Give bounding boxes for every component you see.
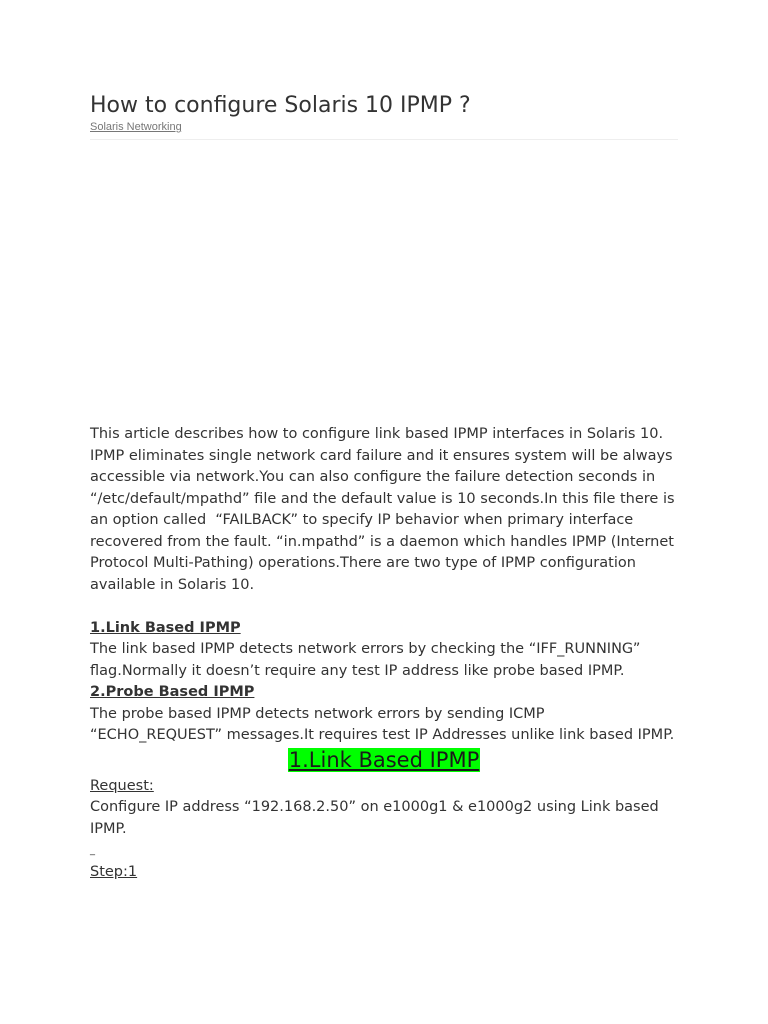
section2-paragraph: The probe based IPMP detects network errors by sending ICMP “ECHO_REQUEST” messages.It requires test IP Addresses unlike link based IPMP. [90,705,675,743]
request-label-line [90,776,678,798]
title-divider [90,139,678,140]
section1-heading-text: 1.Link Based IPMP [90,619,241,636]
underscore-mark: _ [90,845,95,856]
category-link[interactable]: Solaris Networking [90,121,182,133]
request-label: Request: [90,777,154,794]
section1-heading [90,618,678,640]
article-title: How to configure Solaris 10 IPMP ? [90,93,471,118]
highlight-heading [90,747,678,776]
ad-placeholder [90,150,678,410]
article-body [90,424,678,883]
highlight-heading-text: 1.Link Based IPMP [288,747,480,772]
section2-heading-text: 2.Probe Based IPMP [90,684,255,700]
step-label: Step:1 [90,863,138,880]
step-label-line [90,862,678,884]
request-paragraph: Configure IP address “192.168.2.50” on e1000g1 & e1000g2 using Link based IPMP. [90,799,659,837]
intro-paragraph: This article describes how to configure link based IPMP interfaces in Solaris 10. IPMP eliminates single network card failure and it ensures system will be always accessible via network.You can also configure the failure detection seconds in “/etc/default/mpathd” file and the default value is 10 seconds.In this file there is an option called “FAILBACK” to specify IP behavior when primary interface recovered from the fault. “in.mpathd” is a daemon which handles IPMP (Internet Protocol Multi-Pathing) operations.There are two type of IPMP configuration available in Solaris 10. [90,426,675,593]
underscore-line [90,840,678,862]
section1-paragraph: The link based IPMP detects network errors by checking the “IFF_RUNNING” flag.Normally it doesn’t require any test IP address like probe based IPMP. [90,641,641,679]
section2-heading [90,682,678,704]
